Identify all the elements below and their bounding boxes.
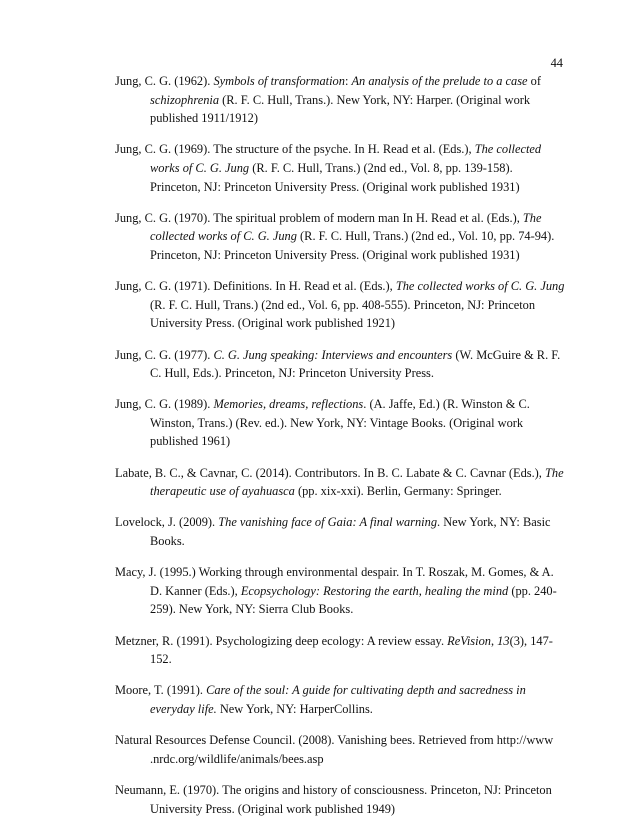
reference-entry — [115, 140, 565, 196]
reference-text: Jung, C. G. (1970). The spiritual problem of modern man In H. Read et al. (Eds.), — [115, 210, 523, 225]
reference-text: (R. F. C. Hull, Trans.). New York, NY: Harper. (Original work published 1911/1912) — [150, 92, 531, 126]
reference-entry — [115, 632, 565, 669]
reference-text: . (A. Jaffe, Ed.) (R. Winston & C. Winston, Trans.) (Rev. ed.). New York, NY: Vintage Books. (Original work published 1961) — [150, 397, 530, 449]
reference-italic-text: ReVision — [447, 633, 491, 648]
reference-text: (R. F. C. Hull, Trans.) (2nd ed., Vol. 10, pp. 74-94). Princeton, NJ: Princeton University Press. (Original work published 1931) — [150, 229, 555, 262]
reference-text: Natural Resources Defense Council. (2008). Vanishing bees. Retrieved from http://www .nrdc.org/wildlife/animals/bees.asp — [115, 733, 554, 766]
reference-italic-text: The collected works of C. G. Jung — [150, 142, 542, 175]
reference-italic-text: Symbols of transformation — [213, 74, 345, 88]
reference-entry — [115, 731, 565, 768]
reference-entry — [115, 277, 565, 333]
reference-entry — [115, 395, 565, 451]
reference-text: (pp. xix-xxi). Berlin, Germany: Springer. — [294, 484, 502, 499]
reference-italic-text: The collected works of C. G. Jung — [395, 279, 565, 294]
reference-text: Jung, C. G. (1969). The structure of the psyche. In H. Read et al. (Eds.), — [115, 142, 475, 157]
reference-italic-text: The therapeutic use of ayahuasca — [150, 465, 564, 499]
reference-text: Jung, C. G. (1962). — [115, 74, 214, 88]
reference-text: Labate, B. C., & Cavnar, C. (2014). Contributors. In B. C. Labate & C. Cavnar (Eds.), — [115, 465, 546, 480]
reference-text: New York, NY: HarperCollins. — [216, 701, 373, 716]
page-number: 44 — [550, 56, 563, 70]
reference-text: : — [344, 74, 352, 88]
reference-italic-text: C. G. Jung speaking: Interviews and encounters — [213, 347, 453, 362]
reference-text: Metzner, R. (1991). Psychologizing deep ecology: A review essay. — [115, 633, 448, 648]
reference-entry — [115, 209, 565, 265]
reference-text: (R. F. C. Hull, Trans.) (2nd ed., Vol. 8, pp. 139-158). Princeton, NJ: Princeton University Press. (Original work published 1931) — [150, 160, 520, 194]
reference-italic-text: The vanishing face of Gaia: A final warning — [218, 515, 438, 530]
reference-entry — [115, 464, 565, 501]
reference-italic-text: An analysis of the prelude to a case — [351, 74, 528, 88]
reference-entry — [115, 72, 565, 128]
reference-text: of — [527, 74, 541, 88]
reference-text: (W. McGuire & R. F. C. Hull, Eds.). Princeton, NJ: Princeton University Press. — [150, 347, 561, 381]
reference-text: (3), 147-152. — [150, 633, 553, 667]
reference-text: , — [490, 633, 498, 648]
reference-italic-text: schizophrenia — [150, 92, 220, 107]
reference-text: . New York, NY: Basic Books. — [150, 515, 551, 549]
reference-italic-text: Ecopsychology: Restoring the earth, healing the mind — [240, 583, 509, 598]
reference-entry — [115, 563, 565, 619]
reference-text: Jung, C. G. (1971). Definitions. In H. Read et al. (Eds.), — [115, 279, 396, 294]
reference-entry — [115, 346, 565, 383]
reference-text: Neumann, E. (1970). The origins and history of consciousness. Princeton, NJ: Princeton University Press. (Original work published 1949) — [115, 782, 552, 816]
reference-text: Macy, J. (1995.) Working through environmental despair. In T. Roszak, M. Gomes, & A. D. Kanner (Eds.), — [115, 565, 554, 598]
reference-entry — [115, 513, 565, 550]
reference-text: Jung, C. G. (1977). — [115, 347, 214, 362]
reference-text: Moore, T. (1991). — [115, 683, 207, 698]
reference-text: Lovelock, J. (2009). — [115, 515, 219, 530]
reference-text: Jung, C. G. (1989). — [115, 397, 214, 412]
reference-text: (R. F. C. Hull, Trans.) (2nd ed., Vol. 6, pp. 408-555). Princeton, NJ: Princeton University Press. (Original work published 1921) — [150, 297, 536, 331]
reference-italic-text: Care of the soul: A guide for cultivating depth and sacredness in everyday life. — [150, 683, 526, 716]
reference-list — [115, 72, 565, 831]
reference-text: (pp. 240-259). New York, NY: Sierra Club Books. — [150, 583, 557, 617]
reference-italic-text: 13 — [497, 633, 510, 648]
reference-entry — [115, 681, 565, 718]
reference-entry — [115, 781, 565, 818]
reference-italic-text: Memories, dreams, reflections — [213, 397, 364, 412]
reference-italic-text: The collected works of C. G. Jung — [150, 210, 542, 244]
